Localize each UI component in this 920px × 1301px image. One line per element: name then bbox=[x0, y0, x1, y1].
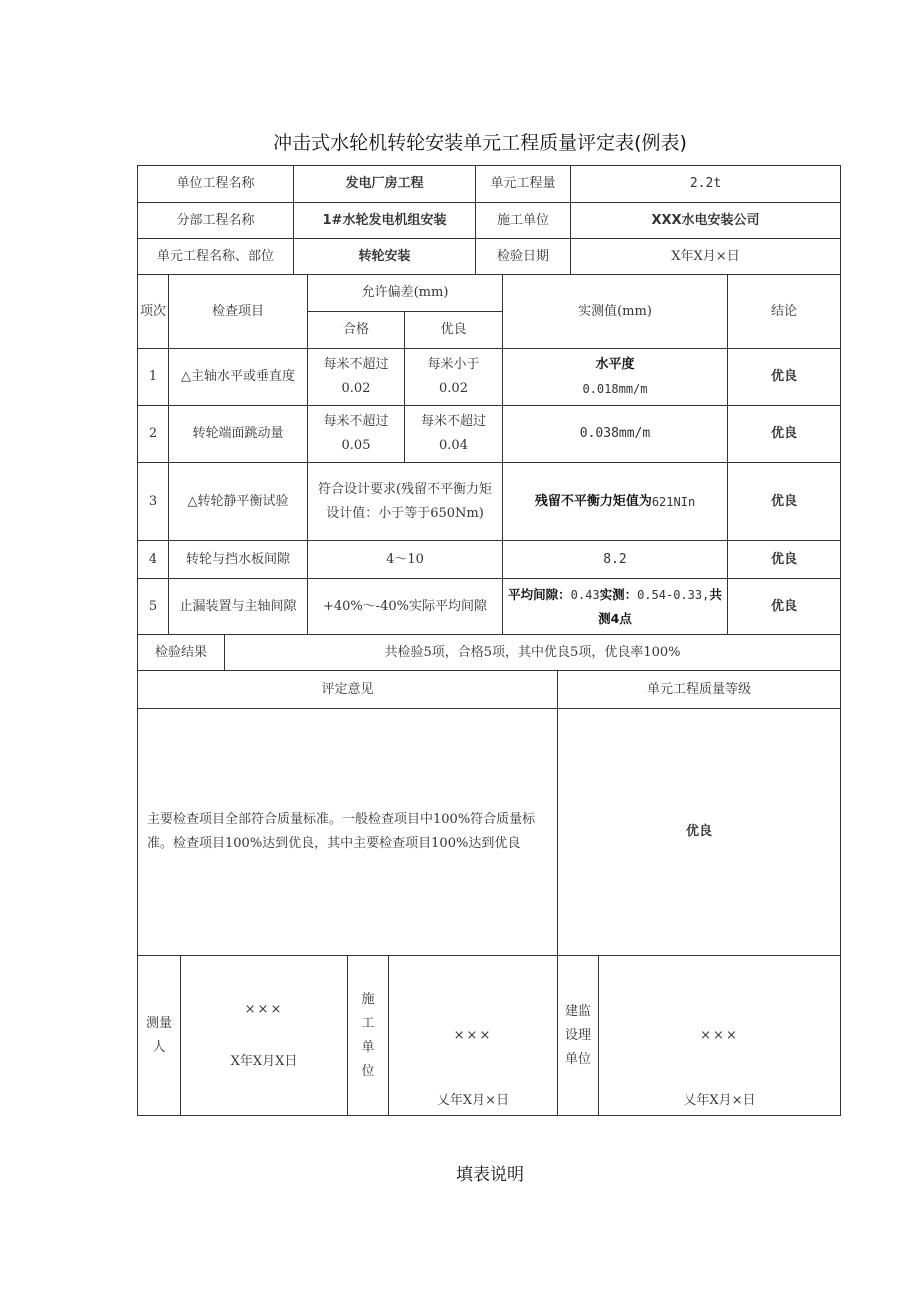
opinion-text bbox=[137, 708, 558, 956]
cell-text: 0.54-0.33, bbox=[637, 587, 710, 602]
row2-item bbox=[168, 405, 308, 463]
cell-text: 共 bbox=[709, 586, 722, 602]
row3-no bbox=[137, 462, 169, 541]
row2-no bbox=[137, 405, 169, 463]
cell-text: 0.05 bbox=[341, 438, 371, 453]
unit-project-name bbox=[293, 165, 476, 203]
result-label bbox=[137, 634, 225, 671]
cell-text: 0.02 bbox=[439, 381, 468, 396]
unit-quantity-label bbox=[475, 165, 571, 203]
col-measured-header bbox=[502, 274, 728, 349]
cell-text: 8.2 bbox=[603, 551, 627, 567]
value-text: 2.2t bbox=[689, 176, 722, 191]
cell-text: 优良 bbox=[770, 551, 797, 567]
division-name bbox=[293, 202, 476, 239]
col-item-header bbox=[168, 274, 308, 349]
label-text: 检验日期 bbox=[496, 248, 549, 264]
cell-text: 0.038mm/m bbox=[579, 426, 651, 441]
row2-conclusion bbox=[727, 405, 841, 463]
label-text: 位 bbox=[361, 1063, 375, 1079]
contractor-date: 乂年X月×日 bbox=[436, 1093, 510, 1108]
value-text: 发电厂房工程 bbox=[345, 176, 424, 191]
supervisor-sign-label bbox=[557, 955, 599, 1116]
value-text: 1#水轮发电机组安装 bbox=[322, 212, 447, 228]
cell-text: 2 bbox=[148, 426, 158, 441]
row3-conclusion bbox=[727, 462, 841, 541]
label-text: 评定意见 bbox=[321, 681, 374, 697]
contractor-label bbox=[475, 202, 571, 239]
supervisor-signer: ××× bbox=[700, 1027, 739, 1043]
cell-text: 优良 bbox=[770, 493, 797, 509]
header-text: 结论 bbox=[770, 303, 797, 319]
cell-text: 每米不超过 bbox=[323, 357, 389, 372]
cell-text: 优良 bbox=[770, 598, 797, 614]
instructions-title bbox=[0, 1160, 920, 1185]
quality-grade bbox=[557, 708, 841, 956]
cell-text: 0.43 bbox=[570, 587, 600, 602]
cell-text: 止漏装置与主轴间隙 bbox=[179, 598, 297, 614]
header-text: 允许偏差(mm) bbox=[361, 285, 449, 300]
row1-excellent bbox=[404, 348, 503, 406]
cell-text: 0.018mm/m bbox=[582, 382, 648, 396]
opinion-line-1: 主要检查项目全部符合质量标准。一般检查项目中100%符合质量标 bbox=[147, 812, 536, 827]
header-text: 优良 bbox=[440, 322, 467, 337]
row5-conclusion bbox=[727, 578, 841, 635]
surveyor-signature bbox=[180, 955, 348, 1116]
cell-text: 1 bbox=[148, 369, 158, 384]
page-title-text: 冲击式水轮机转轮安装单元工程质量评定表(例表) bbox=[273, 132, 687, 154]
contractor-signer: ××× bbox=[453, 1027, 493, 1043]
cell-text: 优良 bbox=[770, 426, 797, 441]
row1-qualified bbox=[307, 348, 405, 406]
label-text: 施工单位 bbox=[496, 212, 549, 228]
row4-measured bbox=[502, 540, 728, 579]
row4-tolerance bbox=[307, 540, 503, 579]
row2-qualified bbox=[307, 405, 405, 463]
result-text bbox=[224, 634, 841, 671]
label-text: 施 bbox=[361, 991, 375, 1007]
cell-text: 4～10 bbox=[386, 551, 424, 567]
value-text: 优良 bbox=[685, 824, 712, 839]
cell-text: 设计值：小于等于650Nm) bbox=[326, 505, 484, 521]
row5-item bbox=[168, 578, 308, 635]
col-tolerance-header bbox=[307, 274, 503, 312]
label-text: 单元工程量 bbox=[490, 176, 556, 191]
supervisor-date: 乂年X月×日 bbox=[683, 1093, 756, 1108]
label-text: 单元工程名称、部位 bbox=[156, 248, 274, 264]
division-name-label bbox=[137, 202, 294, 239]
cell-text: 平均间隙： bbox=[508, 586, 571, 602]
row4-item bbox=[168, 540, 308, 579]
label-text: 单位 bbox=[564, 1051, 591, 1067]
cell-text: 实测： bbox=[599, 586, 638, 602]
label-text: 建监 bbox=[564, 1003, 591, 1019]
header-text: 合格 bbox=[342, 322, 369, 337]
cell-text: +40%～-40%实际平均间隙 bbox=[322, 598, 488, 614]
label-text: 设理 bbox=[564, 1027, 591, 1043]
cell-text: 转轮端面跳动量 bbox=[192, 426, 284, 441]
cell-text: 5 bbox=[148, 598, 158, 614]
contractor-signature bbox=[388, 955, 558, 1116]
grade-label bbox=[557, 670, 841, 709]
opinion-label bbox=[137, 670, 558, 709]
row5-no bbox=[137, 578, 169, 635]
row1-conclusion bbox=[727, 348, 841, 406]
cell-text: 每米不超过 bbox=[420, 414, 486, 429]
col-excellent-header bbox=[404, 311, 503, 349]
element-name-label bbox=[137, 238, 294, 275]
row5-measured bbox=[502, 578, 728, 635]
label-text: 单位工程名称 bbox=[176, 176, 255, 191]
cell-text: 0.04 bbox=[439, 438, 468, 453]
footer-title-text: 填表说明 bbox=[456, 1165, 524, 1185]
header-text: 实测值(mm) bbox=[578, 303, 652, 319]
value-text: 共检验5项，合格5项，其中优良5项，优良率100% bbox=[384, 644, 681, 660]
col-index-header bbox=[137, 274, 169, 349]
row2-measured bbox=[502, 405, 728, 463]
cell-text: 每米小于 bbox=[427, 357, 480, 372]
value-text: 转轮安装 bbox=[358, 248, 411, 264]
label-text: 单 bbox=[361, 1039, 375, 1055]
row3-measured bbox=[502, 462, 728, 541]
surveyor-name: ××× bbox=[244, 1001, 284, 1017]
cell-text: 4 bbox=[148, 551, 158, 567]
header-text: 项次 bbox=[139, 303, 166, 319]
row5-measured-line2: 测4点 bbox=[598, 610, 632, 626]
cell-text: 3 bbox=[148, 493, 158, 509]
header-text: 检查项目 bbox=[211, 303, 264, 319]
cell-text: 优良 bbox=[770, 369, 797, 384]
inspection-date-label bbox=[475, 238, 571, 275]
cell-text: 0.02 bbox=[341, 381, 371, 396]
label-text: 检验结果 bbox=[154, 644, 207, 660]
cell-text: 符合设计要求(残留不平衡力矩 bbox=[317, 481, 493, 497]
value-text: XXX水电安装公司 bbox=[651, 212, 760, 228]
row1-measured bbox=[502, 348, 728, 406]
row5-tolerance bbox=[307, 578, 503, 635]
cell-text: △转轮静平衡试验 bbox=[187, 493, 289, 509]
row2-excellent bbox=[404, 405, 503, 463]
value-text: X年X月×日 bbox=[671, 248, 740, 264]
unit-quantity bbox=[570, 165, 841, 203]
cell-text: 621NIn bbox=[651, 494, 696, 509]
unit-project-name-label bbox=[137, 165, 294, 203]
cell-text: 每米不超过 bbox=[323, 414, 389, 429]
supervisor-signature bbox=[598, 955, 841, 1116]
element-name bbox=[293, 238, 476, 275]
col-qualified-header bbox=[307, 311, 405, 349]
cell-text: △主轴水平或垂直度 bbox=[181, 369, 295, 384]
inspection-date bbox=[570, 238, 841, 275]
row4-conclusion bbox=[727, 540, 841, 579]
surveyor-label bbox=[137, 955, 181, 1116]
opinion-line-2: 准。检查项目100%达到优良，其中主要检查项目100%达到优良 bbox=[147, 836, 521, 851]
label-text: 工 bbox=[361, 1015, 375, 1031]
cell-text: 残留不平衡力矩值为 bbox=[534, 493, 652, 509]
contractor-sign-label bbox=[347, 955, 389, 1116]
label-text: 分部工程名称 bbox=[176, 212, 255, 228]
row3-item bbox=[168, 462, 308, 541]
row4-no bbox=[137, 540, 169, 579]
cell-text: 转轮与挡水板间隙 bbox=[185, 551, 290, 567]
row3-tolerance bbox=[307, 462, 503, 541]
label-text: 单元工程质量等级 bbox=[646, 681, 751, 697]
col-conclusion-header bbox=[727, 274, 841, 349]
label-text: 人 bbox=[152, 1039, 166, 1055]
row5-measured-line1 bbox=[508, 583, 722, 607]
surveyor-date: X年X月X日 bbox=[230, 1053, 298, 1069]
row1-no bbox=[137, 348, 169, 406]
row1-item bbox=[168, 348, 308, 406]
cell-text: 水平度 bbox=[595, 357, 635, 372]
label-text: 测量 bbox=[145, 1015, 172, 1031]
contractor bbox=[570, 202, 841, 239]
